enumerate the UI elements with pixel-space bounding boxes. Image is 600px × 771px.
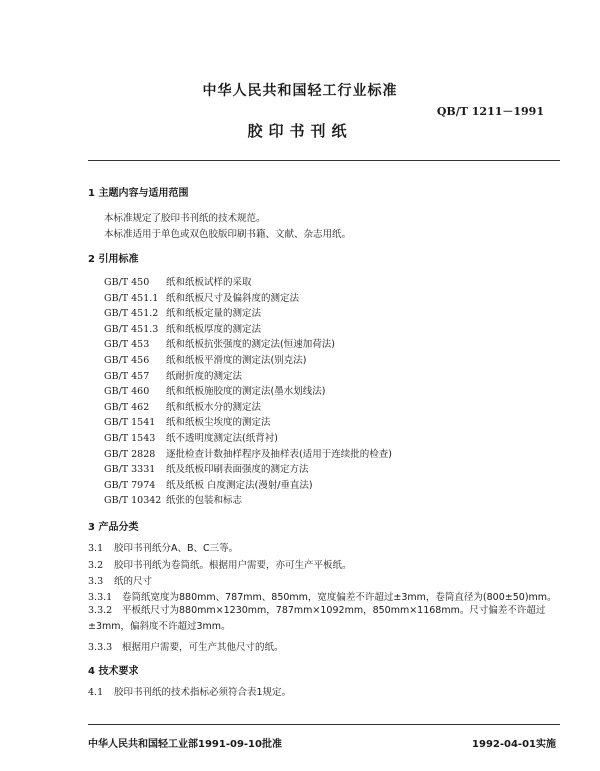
document-title: 胶印书刊纸: [247, 122, 353, 140]
reference-title: 纸和纸板试样的采取: [166, 277, 252, 288]
reference-item: [104, 383, 325, 397]
section-1-paragraph-1: 本标准规定了胶印书刊纸的技术规范。: [104, 213, 266, 224]
clause-3-2: [88, 557, 352, 571]
reference-title: 纸张的包装和标志: [166, 495, 243, 507]
clause-text: 胶印书刊纸分A、B、C三等。: [114, 543, 239, 554]
issuing-organization: 中华人民共和国轻工行业标准: [202, 83, 398, 99]
reference-code: GB/T 460: [104, 386, 150, 398]
reference-code: GB/T 451.3: [104, 323, 159, 335]
clause-3-3: [88, 573, 152, 587]
reference-code: GB/T 456: [104, 355, 150, 366]
reference-code: GB/T 2828: [104, 448, 156, 460]
reference-item: [104, 461, 309, 475]
reference-item: [104, 274, 252, 288]
clause-number: 3.3.3: [88, 642, 113, 653]
reference-item: [104, 368, 242, 382]
clause-4-1: [88, 684, 291, 698]
reference-code: GB/T 451.1: [104, 292, 159, 304]
standard-code: QB/T 1211－1991: [436, 105, 544, 118]
reference-item: [104, 492, 242, 506]
clause-number: 4.1: [88, 687, 104, 698]
section-2-heading: 2 引用标准: [88, 254, 139, 265]
section-3-heading: 3 产品分类: [88, 522, 139, 533]
reference-title: 纸耐折度的测定法: [166, 370, 243, 382]
clause-number: 3.3: [88, 576, 104, 587]
reference-title: 纸和纸板抗张强度的测定法(恒速加荷法): [166, 339, 335, 351]
reference-item: [104, 290, 299, 304]
reference-title: 纸及纸板 白度测定法(漫射/垂直法): [166, 479, 313, 491]
section-1-paragraph-2: 本标准适用于单色或双色胶版印刷书籍、文献、杂志用纸。: [104, 229, 352, 240]
reference-code: GB/T 3331: [104, 464, 156, 476]
reference-code: GB/T 457: [104, 370, 150, 382]
reference-title: 纸和纸板施胶度的测定法(墨水划线法): [166, 386, 326, 398]
clause-3-3-1: [88, 589, 557, 603]
effective-date: 1992-04-01实施: [472, 739, 556, 750]
reference-item: [104, 477, 313, 491]
clause-text: 胶印书刊纸为卷筒纸。根据用户需要，亦可生产平板纸。: [114, 560, 352, 571]
clause-text: 根据用户需要，可生产其他尺寸的纸。: [122, 642, 284, 653]
clause-text: 平板纸尺寸为880mm×1230mm，787mm×1092mm，850mm×1168mm。尺寸偏差不许超过±3mm，偏斜度不许超过3mm。: [88, 605, 546, 632]
reference-title: 纸及纸板印刷表面强度的测定方法: [166, 464, 309, 476]
clause-number: 3.1: [88, 543, 104, 554]
reference-code: GB/T 1541: [104, 417, 156, 429]
section-1-heading: 1 主题内容与适用范围: [88, 188, 189, 199]
reference-code: GB/T 10342: [104, 495, 162, 507]
reference-item: [104, 305, 261, 319]
header-rule: [88, 160, 560, 161]
reference-code: GB/T 450: [104, 277, 150, 288]
approval-line: 中华人民共和国轻工业部1991-09-10批准: [88, 739, 282, 750]
clause-3-3-3: [88, 639, 284, 653]
reference-title: 纸和纸板平滑度的测定法(别克法): [166, 355, 307, 366]
reference-title: 纸和纸板尺寸及偏斜度的测定法: [166, 292, 300, 304]
reference-code: GB/T 7974: [104, 479, 156, 491]
reference-code: GB/T 462: [104, 401, 150, 413]
reference-title: 纸不透明度测定法(纸背衬): [166, 433, 278, 444]
reference-item: [104, 446, 392, 460]
section-4-heading: 4 技术要求: [88, 666, 139, 677]
reference-code: GB/T 453: [104, 339, 150, 351]
reference-item: [104, 321, 261, 335]
clause-text: 纸的尺寸: [114, 576, 153, 587]
reference-item: [104, 430, 278, 444]
clause-3-3-2: [88, 603, 560, 635]
clause-text: 卷筒纸宽度为880mm、787mm、850mm，宽度偏差不许超过±3mm，卷筒直径为(800±50)mm。: [122, 592, 557, 603]
clause-number: 3.3.2: [88, 605, 113, 616]
reference-title: 纸和纸板尘埃度的测定法: [166, 417, 271, 429]
reference-code: GB/T 1543: [104, 433, 156, 444]
footer-rule: [88, 724, 560, 725]
reference-item: [104, 336, 335, 350]
reference-item: [104, 414, 271, 428]
reference-title: 纸和纸板厚度的测定法: [166, 323, 262, 335]
clause-number: 3.2: [88, 560, 104, 571]
reference-code: GB/T 451.2: [104, 308, 159, 320]
clause-text: 胶印书刊纸的技术指标必须符合表1规定。: [114, 687, 292, 698]
reference-title: 纸和纸板定量的测定法: [166, 308, 262, 320]
clause-number: 3.3.1: [88, 592, 113, 603]
reference-title: 逐批检查计数抽样程序及抽样表(适用于连续批的检查): [166, 448, 392, 460]
reference-item: [104, 352, 306, 366]
clause-3-1: [88, 540, 238, 554]
reference-item: [104, 399, 261, 413]
reference-title: 纸和纸板水分的测定法: [166, 401, 262, 413]
